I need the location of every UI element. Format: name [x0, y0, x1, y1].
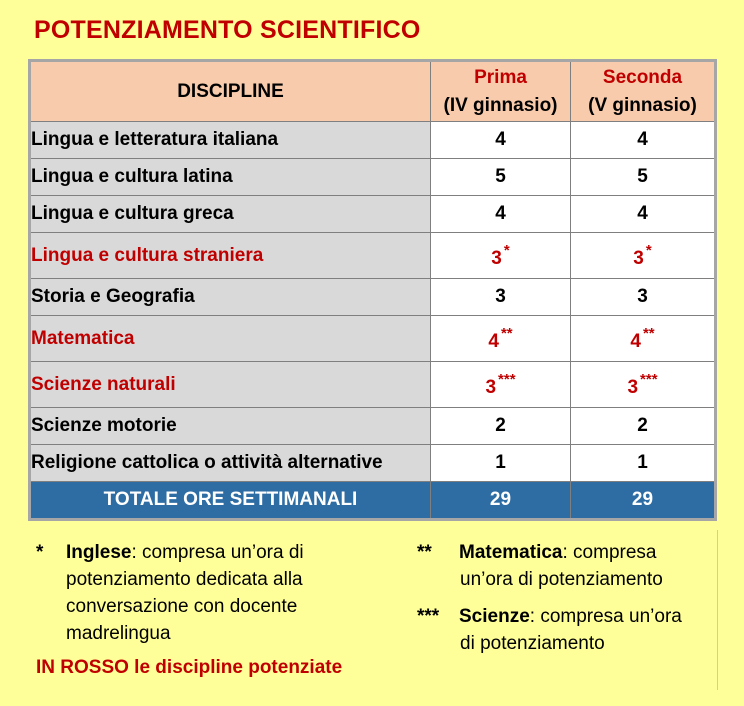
hours-value: 3 — [485, 376, 497, 398]
table-row — [30, 233, 716, 279]
hours-value: 4 — [630, 330, 641, 352]
footnote-marker: ** — [642, 324, 655, 342]
table-row — [30, 316, 716, 362]
hours-year-2 — [571, 316, 716, 362]
footnote-keyword: Scienze — [459, 606, 530, 627]
divider — [717, 530, 718, 690]
footnote-text: : compresa un’ora di — [131, 542, 304, 563]
hours-year-2 — [571, 196, 716, 233]
footnote-marker: *** — [640, 370, 658, 388]
footnote-english — [36, 539, 376, 647]
footnote-marker: *** — [498, 370, 516, 388]
discipline-name: Storia e Geografia — [30, 279, 431, 316]
hours-year-1 — [431, 196, 571, 233]
discipline-name: Lingua e cultura greca — [30, 196, 431, 233]
hours-year-2 — [571, 233, 716, 279]
hours-year-2 — [571, 408, 716, 445]
total-year-2: 29 — [571, 482, 716, 520]
header-year-2 — [571, 61, 716, 122]
hours-value: 3 — [633, 247, 644, 269]
hours-value: 2 — [637, 415, 648, 436]
header-disciplines: DISCIPLINE — [30, 61, 431, 122]
hours-year-2 — [571, 445, 716, 482]
hours-year-1 — [431, 408, 571, 445]
hours-year-1 — [431, 233, 571, 279]
legend-note: IN ROSSO le discipline potenziate — [36, 657, 343, 678]
footnote-marker: * — [503, 241, 510, 259]
footnote-mark: ** — [417, 542, 432, 563]
footnote-keyword: Matematica — [459, 542, 563, 563]
hours-value: 4 — [637, 129, 648, 150]
discipline-name: Lingua e cultura straniera — [30, 233, 431, 279]
hours-value: 3 — [495, 286, 506, 307]
footnote-math — [417, 539, 717, 593]
table-header-row — [30, 61, 716, 122]
table-row — [30, 122, 716, 159]
hours-year-2 — [571, 159, 716, 196]
total-label: TOTALE ORE SETTIMANALI — [30, 482, 431, 520]
hours-value: 5 — [637, 166, 648, 187]
footnote-keyword: Inglese — [66, 542, 132, 563]
hours-value: 3 — [637, 286, 648, 307]
hours-value: 3 — [627, 376, 639, 398]
total-year-1: 29 — [431, 482, 571, 520]
hours-year-2 — [571, 362, 716, 408]
header-year-2-name: Seconda — [602, 66, 683, 88]
page-title: POTENZIAMENTO SCIENTIFICO — [34, 16, 421, 44]
footnote-text: madrelingua — [66, 623, 171, 644]
table-row — [30, 445, 716, 482]
hours-year-1 — [431, 279, 571, 316]
discipline-name: Scienze naturali — [30, 362, 431, 408]
hours-value: 1 — [495, 452, 506, 473]
header-year-1 — [431, 61, 571, 122]
footnote-text: un’ora di potenziamento — [460, 569, 663, 590]
table-row — [30, 159, 716, 196]
discipline-name: Lingua e cultura latina — [30, 159, 431, 196]
hours-value: 5 — [495, 166, 506, 187]
hours-year-1 — [431, 316, 571, 362]
hours-year-1 — [431, 362, 571, 408]
discipline-name: Matematica — [30, 316, 431, 362]
curriculum-table — [28, 59, 717, 521]
table-row — [30, 196, 716, 233]
hours-value: 2 — [495, 415, 506, 436]
table-row — [30, 362, 716, 408]
header-year-2-sub: (V ginnasio) — [588, 94, 697, 116]
discipline-name: Scienze motorie — [30, 408, 431, 445]
hours-value: 4 — [495, 203, 506, 224]
hours-value: 3 — [491, 247, 502, 269]
footnote-science — [417, 603, 717, 657]
footnote-mark: * — [36, 542, 44, 563]
footnote-marker: * — [645, 241, 652, 259]
table-row — [30, 408, 716, 445]
hours-year-1 — [431, 159, 571, 196]
hours-year-1 — [431, 122, 571, 159]
hours-year-2 — [571, 122, 716, 159]
hours-year-1 — [431, 445, 571, 482]
total-row — [30, 482, 716, 520]
hours-value: 4 — [637, 203, 648, 224]
hours-value: 1 — [637, 452, 648, 473]
hours-value: 4 — [495, 129, 506, 150]
footnote-text: : compresa un’ora — [529, 606, 682, 627]
table-row — [30, 279, 716, 316]
header-year-1-sub: (IV ginnasio) — [443, 94, 558, 116]
footnote-mark: *** — [417, 606, 440, 627]
footnote-text: potenziamento dedicata alla — [66, 569, 303, 590]
header-year-1-name: Prima — [474, 66, 527, 88]
footnotes-right — [417, 539, 717, 657]
footnote-text: conversazione con docente — [66, 596, 298, 617]
hours-value: 4 — [488, 330, 499, 352]
footnote-marker: ** — [500, 324, 513, 342]
footnote-text: di potenziamento — [460, 633, 605, 654]
footnote-text: : compresa — [562, 542, 657, 563]
hours-year-2 — [571, 279, 716, 316]
discipline-name: Religione cattolica o attività alternative — [30, 445, 431, 482]
discipline-name: Lingua e letteratura italiana — [30, 122, 431, 159]
